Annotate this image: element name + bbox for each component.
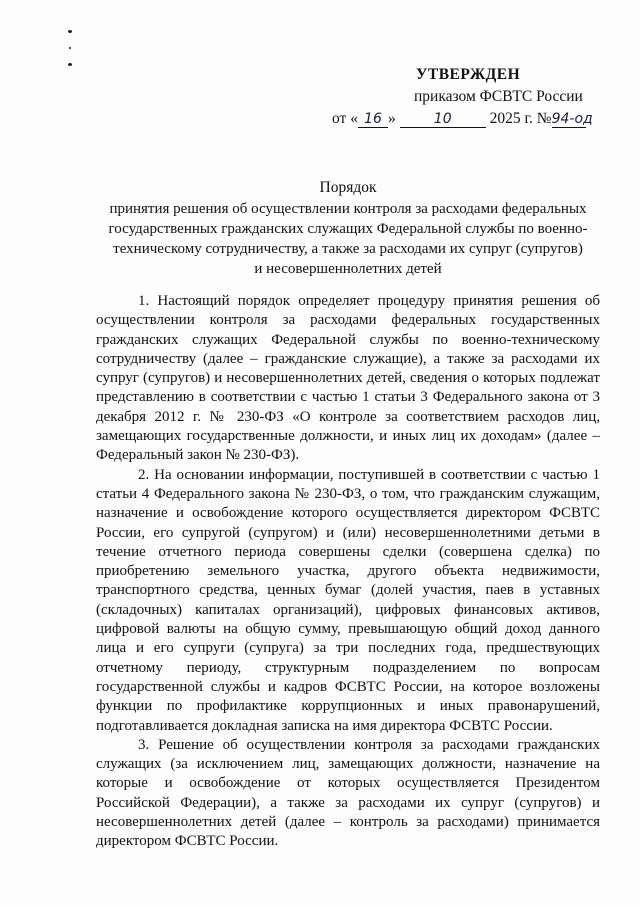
subtitle-line: принятия решения об осуществлении контроля за расходами федеральных bbox=[109, 201, 587, 217]
paragraph-1: 1. Настоящий порядок определяет процедуру принятия решения об осуществлении контроля за расходами федеральных государственных гражданских служащих Федеральной службы по военно-техническому сотрудничеству (далее – гражданские служащие), а также за расходами их супруг (супругов) и несовершеннолетних детей, сведения о которых подлежат представлению в соответствии с частью 1 статьи 3 Федерального закона от 3 декабря 2012 г. № 230-ФЗ «О контроле за соответствием расходов лиц, замещающих государственные должности, и иных лиц их доходам» (далее – Федеральный закон № 230-ФЗ). bbox=[96, 293, 600, 464]
paragraph-3: 3. Решение об осуществлении контроля за расходами гражданских служащих (за исключением лиц, замещающих должности, назначение на которые и освобождение от которых осуществляется Президентом Российской Федерации), а также за расходами их супруг (супругов) и несовершеннолетних детей (далее – контроль за расходами) принимается директором ФСВТС России. bbox=[96, 736, 600, 850]
document-title: Порядок bbox=[319, 179, 377, 196]
scan-marks bbox=[68, 30, 76, 80]
scan-dot bbox=[69, 47, 71, 49]
scan-dot bbox=[68, 63, 72, 66]
approval-stamp bbox=[332, 64, 612, 130]
handwritten-order-number: 94-од bbox=[551, 111, 593, 127]
date-year: 2025 г. № bbox=[489, 110, 552, 127]
approval-date-line bbox=[332, 108, 612, 130]
document-heading bbox=[96, 178, 600, 279]
approval-title: УТВЕРЖДЕН bbox=[416, 66, 521, 83]
subtitle-line: техническому сотрудничеству, а также за расходами их супруг (супругов) bbox=[113, 241, 583, 257]
document-body bbox=[96, 292, 600, 852]
handwritten-month: 10 bbox=[400, 111, 486, 128]
handwritten-day: 16 bbox=[358, 111, 388, 128]
subtitle-line: государственных гражданских служащих Федеральной службы по военно- bbox=[108, 221, 588, 237]
date-day-suffix: » bbox=[387, 110, 396, 127]
paragraph-2: 2. На основании информации, поступившей в соответствии с частью 1 статьи 4 Федерального закона № 230-ФЗ, о том, что гражданским служащим, назначение и освобождение которого осуществляется директором ФСВТС России, его супругой (супругом) и (или) несовершеннолетними детьми в течение отчетного периода совершены сделки (совершена сделка) по приобретению земельного участка, другого объекта недвижимости, транспортного средства, ценных бумаг (долей участия, паев в уставных (складочных) капиталах организаций), цифровых финансовых активов, цифровой валюты на общую сумму, превышающую общий доход данного лица и его супруги (супруга) за три последних года, предшествующих отчетному периоду, структурным подразделением по вопросам государственной службы и кадров ФСВТС России, на которое возложены функции по профилактике коррупционных и иных правонарушений, подготавливается докладная записка на имя директора ФСВТС России. bbox=[96, 466, 600, 734]
approval-order-line: приказом ФСВТС России bbox=[414, 88, 583, 105]
scan-dot bbox=[68, 30, 72, 33]
date-prefix: от « bbox=[332, 110, 358, 127]
subtitle-line: и несовершеннолетних детей bbox=[254, 261, 442, 277]
